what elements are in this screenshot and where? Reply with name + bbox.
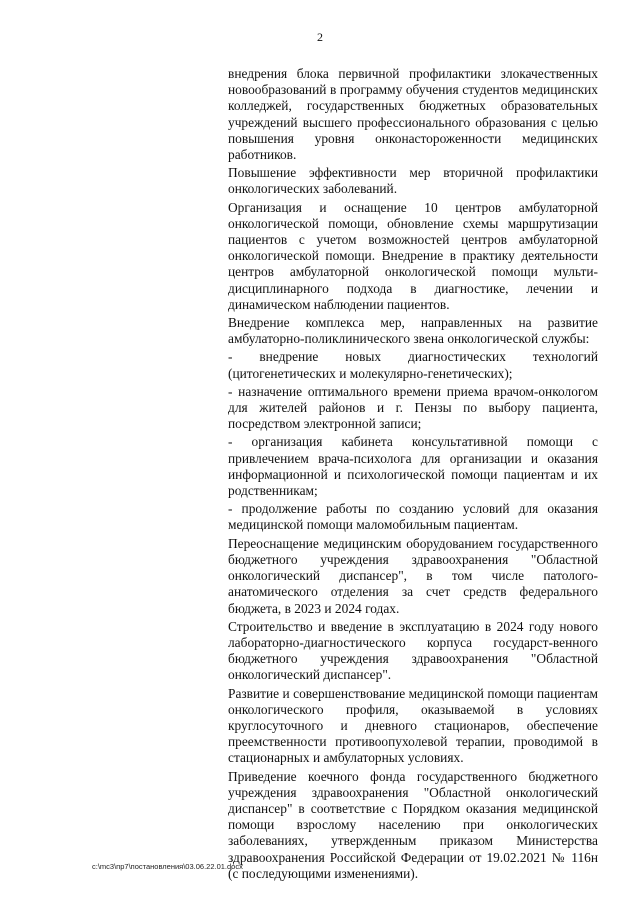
paragraph-inpatient-care: Развитие и совершенствование медицинской помощи пациентам онкологического профиля, оказываемой в условиях круглосуточного и дневного стационаров, обеспечение преемственности противоопухолевой терапии, проводимой в стационарных и амбулаторных условиях.	[228, 685, 598, 766]
footer-file-path: c:\mc3\пр7\постановления\03.06.22.01.docx	[92, 862, 243, 871]
list-item-diagnostic-technologies: - внедрение новых диагностических технологий (цитогенетических и молекулярно-генетических);	[228, 349, 598, 381]
document-body	[228, 66, 598, 884]
paragraph-equipment-upgrade: Переоснащение медицинским оборудованием государственного бюджетного учреждения здравоохранения "Областной онкологический диспансер", в том числе патолого-анатомического отделения за счет средств федерального бюджета, в 2023 и 2024 годах.	[228, 535, 598, 616]
paragraph-bed-fund: Приведение коечного фонда государственного бюджетного учреждения здравоохранения "Областной онкологический диспансер" в соответствие с Порядком оказания медицинской помощи взрослому населению при онкологических заболеваниях, утвержденным приказом Министерства здравоохранения Российской Федерации от 19.02.2021 № 116н (с последующими изменениями).	[228, 768, 598, 881]
list-item-low-mobility-patients: - продолжение работы по созданию условий для оказания медицинской помощи маломобильным пациентам.	[228, 501, 598, 533]
paragraph-ambulatory-centers: Организация и оснащение 10 центров амбулаторной онкологической помощи, обновление схемы маршрутизации пациентов с учетом возможностей центров амбулаторной онкологической помощи. Внедрение в практику деятельности центров амбулаторной онкологической помощи мульти-дисциплинарного подхода в диагностике, лечении и динамическом наблюдении пациентов.	[228, 199, 598, 312]
paragraph-measures-intro: Внедрение комплекса мер, направленных на развитие амбулаторно-поликлинического звена онкологической службы:	[228, 315, 598, 347]
list-item-electronic-appointment: - назначение оптимального времени приема врачом-онкологом для жителей районов и г. Пензы по выбору пациента, посредством электронной записи;	[228, 383, 598, 432]
page-number: 2	[317, 30, 323, 44]
paragraph-construction: Строительство и введение в эксплуатацию в 2024 году нового лабораторно-диагностического корпуса государст-венного бюджетного учреждения здравоохранения "Областной онкологический диспансер".	[228, 618, 598, 683]
paragraph-secondary-prevention: Повышение эффективности мер вторичной профилактики онкологических заболеваний.	[228, 165, 598, 197]
list-item-psychologist-cabinet: - организация кабинета консультативной помощи с привлечением врача-психолога для организации и оказания информационной и психологической помощи пациентам и их родственникам;	[228, 434, 598, 499]
paragraph-primary-prevention: внедрения блока первичной профилактики злокачественных новообразований в программу обучения студентов медицинских колледжей, государственных бюджетных образовательных учреждений высшего профессионального образования с целью повышения уровня онконастороженности медицинских работников.	[228, 66, 598, 163]
